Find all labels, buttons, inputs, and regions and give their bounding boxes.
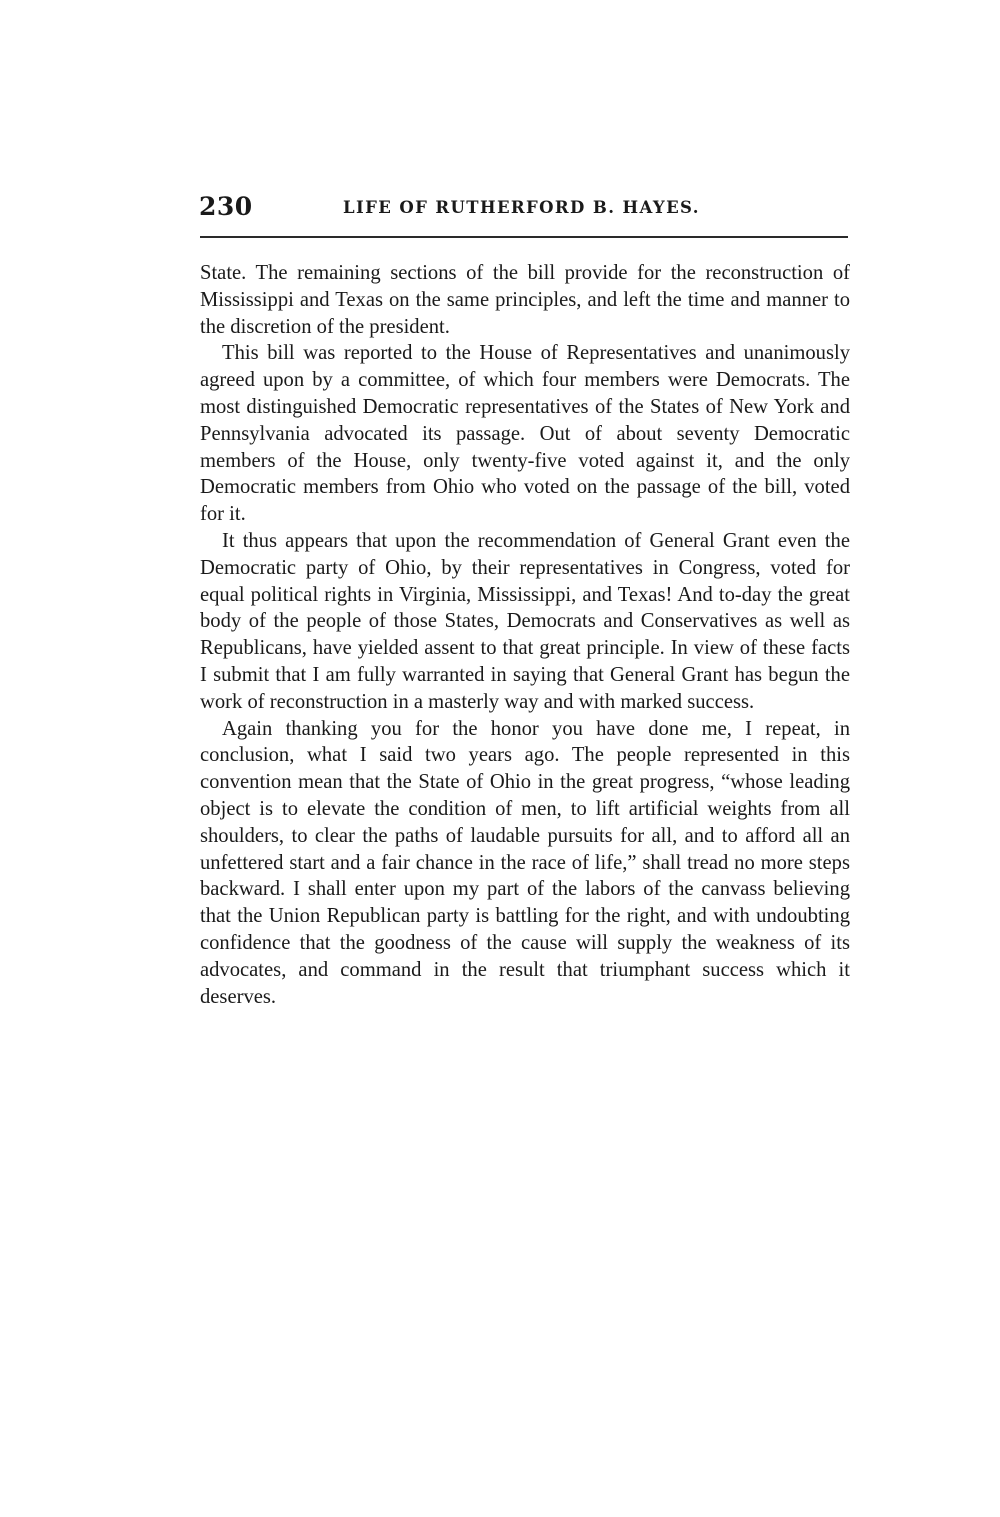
paragraph: This bill was reported to the House of Representatives and unanimously agreed upon by a committee, of which four members were Democrats. The most distinguished Democratic representatives of the States of New York and Pennsylvania advocated its passage. Out of about seventy Democratic members of the House, only twenty-five voted against it, and the only Democratic members from Ohio who voted on the passage of the bill, voted for it. bbox=[200, 342, 850, 526]
paragraph: It thus appears that upon the recommendation of General Grant even the Democratic party of Ohio, by their representatives in Congress, voted for equal political rights in Virginia, Mississippi, and Texas! And to-day the great body of the people of those States, Democrats and Conservatives as well as Republicans, have yielded assent to that great principle. In view of these facts I submit that I am fully warranted in saying that General Grant has begun the work of reconstruction in a masterly way and with marked success. bbox=[200, 529, 850, 713]
page-number: 230 bbox=[199, 192, 253, 221]
paragraph-continuation: State. The remaining sections of the bill provide for the reconstruction of Mississippi and Texas on the same principles, and left the time and manner to the discretion of the president. bbox=[200, 262, 850, 338]
running-head bbox=[199, 192, 851, 226]
paragraph: Again thanking you for the honor you have done me, I repeat, in conclusion, what I said two years ago. The people represented in this convention mean that the State of Ohio in the great progress, “whose leading object is to elevate the condition of men, to lift artificial weights from all shoulders, to clear the paths of laudable pursuits for all, and to afford all an unfettered start and a fair chance in the race of life,” shall tread no more steps backward. I shall enter upon my part of the labors of the canvass believing that the Union Republican party is battling for the right, and with undoubting confidence that the goodness of the cause will supply the weakness of its advocates, and command in the result that triumphant success which it deserves. bbox=[200, 717, 850, 1008]
running-title: LIFE OF RUTHERFORD B. HAYES. bbox=[343, 198, 700, 217]
body-text bbox=[200, 260, 850, 1010]
header-rule bbox=[200, 236, 848, 238]
